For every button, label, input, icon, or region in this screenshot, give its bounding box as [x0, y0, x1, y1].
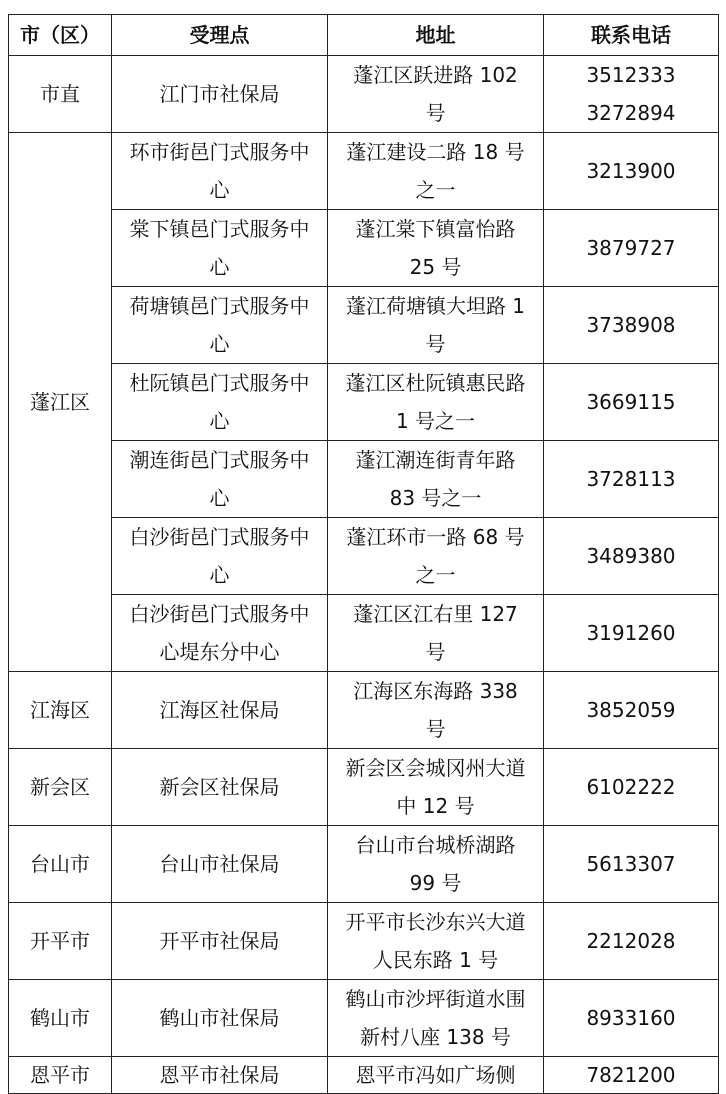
address-cell — [328, 826, 544, 903]
office-cell — [112, 56, 328, 133]
office-cell — [112, 518, 328, 595]
city-cell: 蓬江区 — [9, 133, 112, 672]
city-cell: 鹤山市 — [9, 980, 112, 1057]
office-cell: 开平市社保局 — [112, 903, 328, 980]
phone-cell: 6102222 — [544, 749, 719, 826]
table-row — [9, 133, 719, 210]
office-text: 白沙街邑门式服务中心堤东分中心 — [129, 602, 310, 664]
office-cell — [112, 133, 328, 210]
address-cell — [328, 287, 544, 364]
phone-cell: 3489380 — [544, 518, 719, 595]
office-text: 白沙街邑门式服务中心 — [129, 525, 310, 587]
address-text: 蓬江建设二路 18 号之一 — [346, 140, 525, 202]
address-cell — [328, 518, 544, 595]
table-row — [9, 595, 719, 672]
office-text: 潮连街邑门式服务中心 — [129, 448, 310, 510]
address-cell — [328, 133, 544, 210]
address-cell — [328, 672, 544, 749]
address-text: 蓬江荷塘镇大坦路 1 号 — [345, 294, 526, 356]
phone-cell: 3213900 — [544, 133, 719, 210]
header-row — [9, 15, 719, 56]
office-cell: 新会区社保局 — [112, 749, 328, 826]
header-address: 地址 — [328, 15, 544, 56]
address-text: 台山市台城桥湖路 99 号 — [355, 833, 516, 895]
address-cell — [328, 903, 544, 980]
phone-cell: 3738908 — [544, 287, 719, 364]
address-text: 蓬江棠下镇富怡路 25 号 — [355, 217, 516, 279]
phone-cell: 7821200 — [544, 1057, 719, 1094]
phone-cell: 5613307 — [544, 826, 719, 903]
address-text: 蓬江潮连街青年路 83 号之一 — [355, 448, 516, 510]
table-row — [9, 210, 719, 287]
address-text: 蓬江区江右里 127 号 — [353, 602, 518, 664]
table-row — [9, 749, 719, 826]
header-office: 受理点 — [112, 15, 328, 56]
city-cell: 新会区 — [9, 749, 112, 826]
address-cell — [328, 364, 544, 441]
address-cell — [328, 749, 544, 826]
phone-cell: 8933160 — [544, 980, 719, 1057]
phone-cell: 3728113 — [544, 441, 719, 518]
table-row — [9, 518, 719, 595]
office-cell — [112, 595, 328, 672]
office-cell: 江海区社保局 — [112, 672, 328, 749]
table-row — [9, 903, 719, 980]
office-cell — [112, 364, 328, 441]
table-row — [9, 980, 719, 1057]
office-cell: 台山市社保局 — [112, 826, 328, 903]
table-row — [9, 364, 719, 441]
phone-text: 3512333 3272894 — [586, 63, 676, 125]
address-cell — [328, 595, 544, 672]
address-cell — [328, 980, 544, 1057]
table-row — [9, 1057, 719, 1094]
phone-cell: 2212028 — [544, 903, 719, 980]
phone-cell: 3852059 — [544, 672, 719, 749]
address-cell — [328, 56, 544, 133]
address-text: 开平市长沙东兴大道人民东路 1 号 — [345, 910, 526, 972]
address-text: 鹤山市沙坪街道水围新村八座 138 号 — [345, 987, 526, 1049]
address-text: 蓬江区杜阮镇惠民路 1 号之一 — [345, 371, 526, 433]
office-text: 棠下镇邑门式服务中心 — [129, 217, 310, 279]
office-text: 荷塘镇邑门式服务中心 — [129, 294, 310, 356]
city-cell: 市直 — [9, 56, 112, 133]
address-text: 新会区会城冈州大道中 12 号 — [345, 756, 526, 818]
service-points-table — [8, 14, 719, 1094]
address-cell — [328, 441, 544, 518]
phone-cell: 3669115 — [544, 364, 719, 441]
header-city: 市（区） — [9, 15, 112, 56]
address-text: 蓬江区跃进路 102 号 — [353, 63, 518, 125]
header-phone: 联系电话 — [544, 15, 719, 56]
office-cell — [112, 287, 328, 364]
table-row — [9, 672, 719, 749]
table-row — [9, 826, 719, 903]
office-cell — [112, 210, 328, 287]
phone-cell: 3879727 — [544, 210, 719, 287]
city-cell: 江海区 — [9, 672, 112, 749]
city-cell: 开平市 — [9, 903, 112, 980]
table-row — [9, 441, 719, 518]
phone-cell: 3191260 — [544, 595, 719, 672]
office-text: 江门市社保局 — [159, 82, 280, 106]
address-cell: 恩平市冯如广场侧 — [328, 1057, 544, 1094]
city-cell: 台山市 — [9, 826, 112, 903]
phone-cell — [544, 56, 719, 133]
table-row — [9, 56, 719, 133]
office-cell: 恩平市社保局 — [112, 1057, 328, 1094]
office-text: 杜阮镇邑门式服务中心 — [129, 371, 310, 433]
city-cell: 恩平市 — [9, 1057, 112, 1094]
office-cell — [112, 441, 328, 518]
address-text: 江海区东海路 338 号 — [353, 679, 518, 741]
table-row — [9, 287, 719, 364]
address-cell — [328, 210, 544, 287]
office-cell: 鹤山市社保局 — [112, 980, 328, 1057]
office-text: 环市街邑门式服务中心 — [129, 140, 310, 202]
address-text: 蓬江环市一路 68 号之一 — [346, 525, 525, 587]
